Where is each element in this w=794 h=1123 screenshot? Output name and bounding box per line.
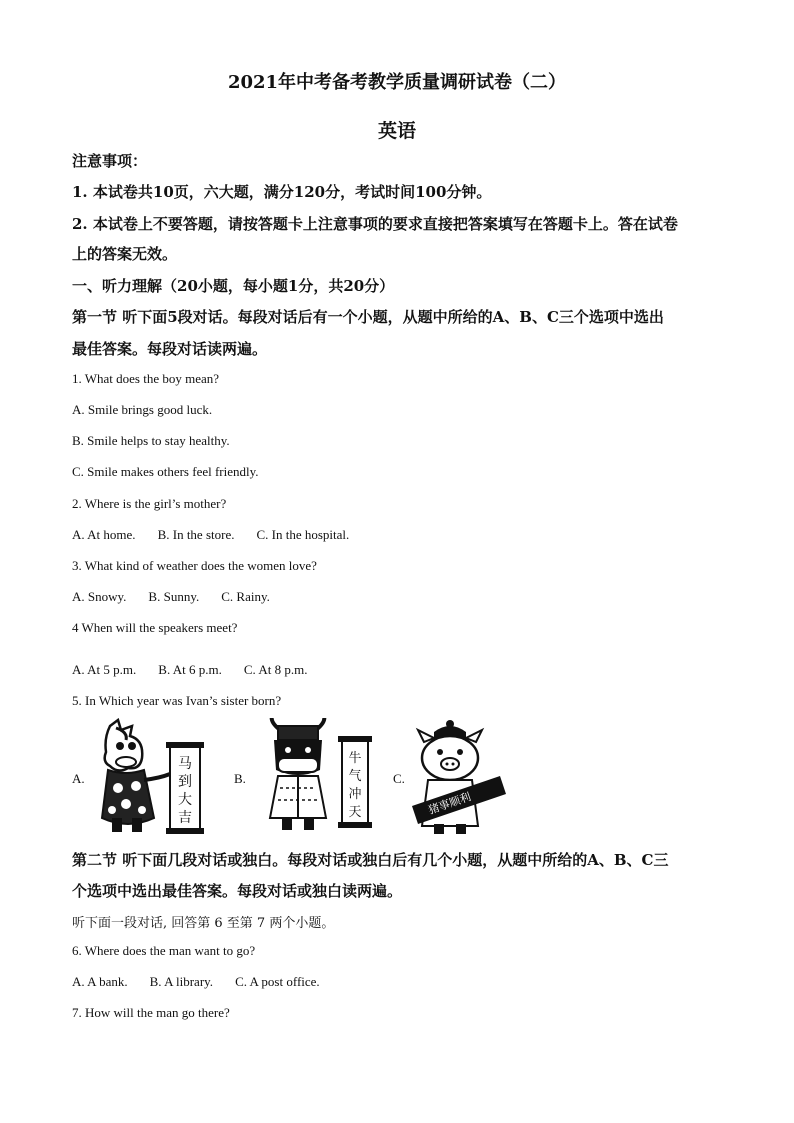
question-2: 2. Where is the girl’s mother? xyxy=(72,496,227,511)
section2-instruction-line-2: 个选项中选出最佳答案。每段对话或独白读两遍。 xyxy=(72,882,403,900)
subject-title: 英语 xyxy=(377,120,416,142)
question-5: 5. In Which year was Ivan’s sister born? xyxy=(72,693,282,708)
question-5-option-b-label: B. xyxy=(234,771,246,786)
question-6-options xyxy=(72,974,320,990)
horse-scroll-char-1: 马 xyxy=(178,756,192,772)
question-3-option-c: C. Rainy. xyxy=(221,589,270,604)
question-2-option-c: C. In the hospital. xyxy=(256,527,350,542)
question-1-option-a: A. Smile brings good luck. xyxy=(72,402,213,417)
question-3-option-a: A. Snowy. xyxy=(72,589,127,604)
instruction-questions-6-7: 听下面一段对话, 回答第 6 至第 7 两个小题。 xyxy=(72,916,335,931)
ox-scroll-char-2: 气 xyxy=(348,769,362,784)
question-4-option-b: B. At 6 p.m. xyxy=(158,662,222,677)
ox-scroll-char-1: 牛 xyxy=(348,751,362,766)
question-2-options xyxy=(72,527,349,543)
section1-instruction-line-1: 第一节 听下面5段对话。每段对话后有一个小题，从题中所给的A、B、C三个选项中选出 xyxy=(72,308,664,326)
question-7: 7. How will the man go there? xyxy=(72,1005,230,1020)
horse-scroll-char-2: 到 xyxy=(178,774,192,790)
question-3-options xyxy=(72,589,270,605)
ox-zodiac-icon xyxy=(256,718,386,838)
question-2-option-b: B. In the store. xyxy=(157,527,235,542)
exam-title: 2021年中考备考教学质量调研试卷（二） xyxy=(227,72,567,93)
horse-scroll-char-3: 大 xyxy=(178,792,192,808)
section2-instruction-line-1: 第二节 听下面几段对话或独白。每段对话或独白后有几个小题，从题中所给的A、B、C三 xyxy=(72,851,669,869)
pig-banner-text: 猪事顺利 xyxy=(426,790,473,817)
question-2-option-a: A. At home. xyxy=(72,527,136,542)
question-3-option-b: B. Sunny. xyxy=(148,589,200,604)
question-4-option-a: A. At 5 p.m. xyxy=(72,662,137,677)
ox-scroll-char-3: 冲 xyxy=(348,787,362,802)
part1-heading: 一、听力理解（20小题，每小题1分，共20分） xyxy=(72,277,395,295)
horse-zodiac-icon xyxy=(88,718,218,838)
question-4: 4 When will the speakers meet? xyxy=(72,620,238,635)
notice-item-2-line-1: 2. 本试卷上不要答题，请按答题卡上注意事项的要求直接把答案填写在答题卡上。答在试卷 xyxy=(72,215,678,233)
question-1-option-c: C. Smile makes others feel friendly. xyxy=(72,464,259,479)
question-1-option-b: B. Smile helps to stay healthy. xyxy=(72,433,230,448)
notice-heading: 注意事项： xyxy=(72,152,148,170)
question-5-option-a-label: A. xyxy=(72,771,85,786)
notice-item-1: 1. 本试卷共10页，六大题，满分120分，考试时间100分钟。 xyxy=(72,183,492,201)
notice-item-2-line-2: 上的答案无效。 xyxy=(72,245,178,263)
question-6: 6. Where does the man want to go? xyxy=(72,943,256,958)
question-6-option-c: C. A post office. xyxy=(235,974,320,989)
question-4-option-c: C. At 8 p.m. xyxy=(243,662,308,677)
question-6-option-b: B. A library. xyxy=(149,974,214,989)
section1-instruction-line-2: 最佳答案。每段对话读两遍。 xyxy=(72,340,268,358)
question-3: 3. What kind of weather does the women love? xyxy=(72,558,317,573)
horse-scroll-char-4: 吉 xyxy=(178,810,192,826)
question-6-option-a: A. A bank. xyxy=(72,974,128,989)
pig-zodiac-icon xyxy=(408,718,508,838)
ox-scroll-char-4: 天 xyxy=(348,805,362,820)
question-5-option-c-label: C. xyxy=(393,771,405,786)
question-1: 1. What does the boy mean? xyxy=(72,371,220,386)
question-4-options xyxy=(72,662,307,678)
